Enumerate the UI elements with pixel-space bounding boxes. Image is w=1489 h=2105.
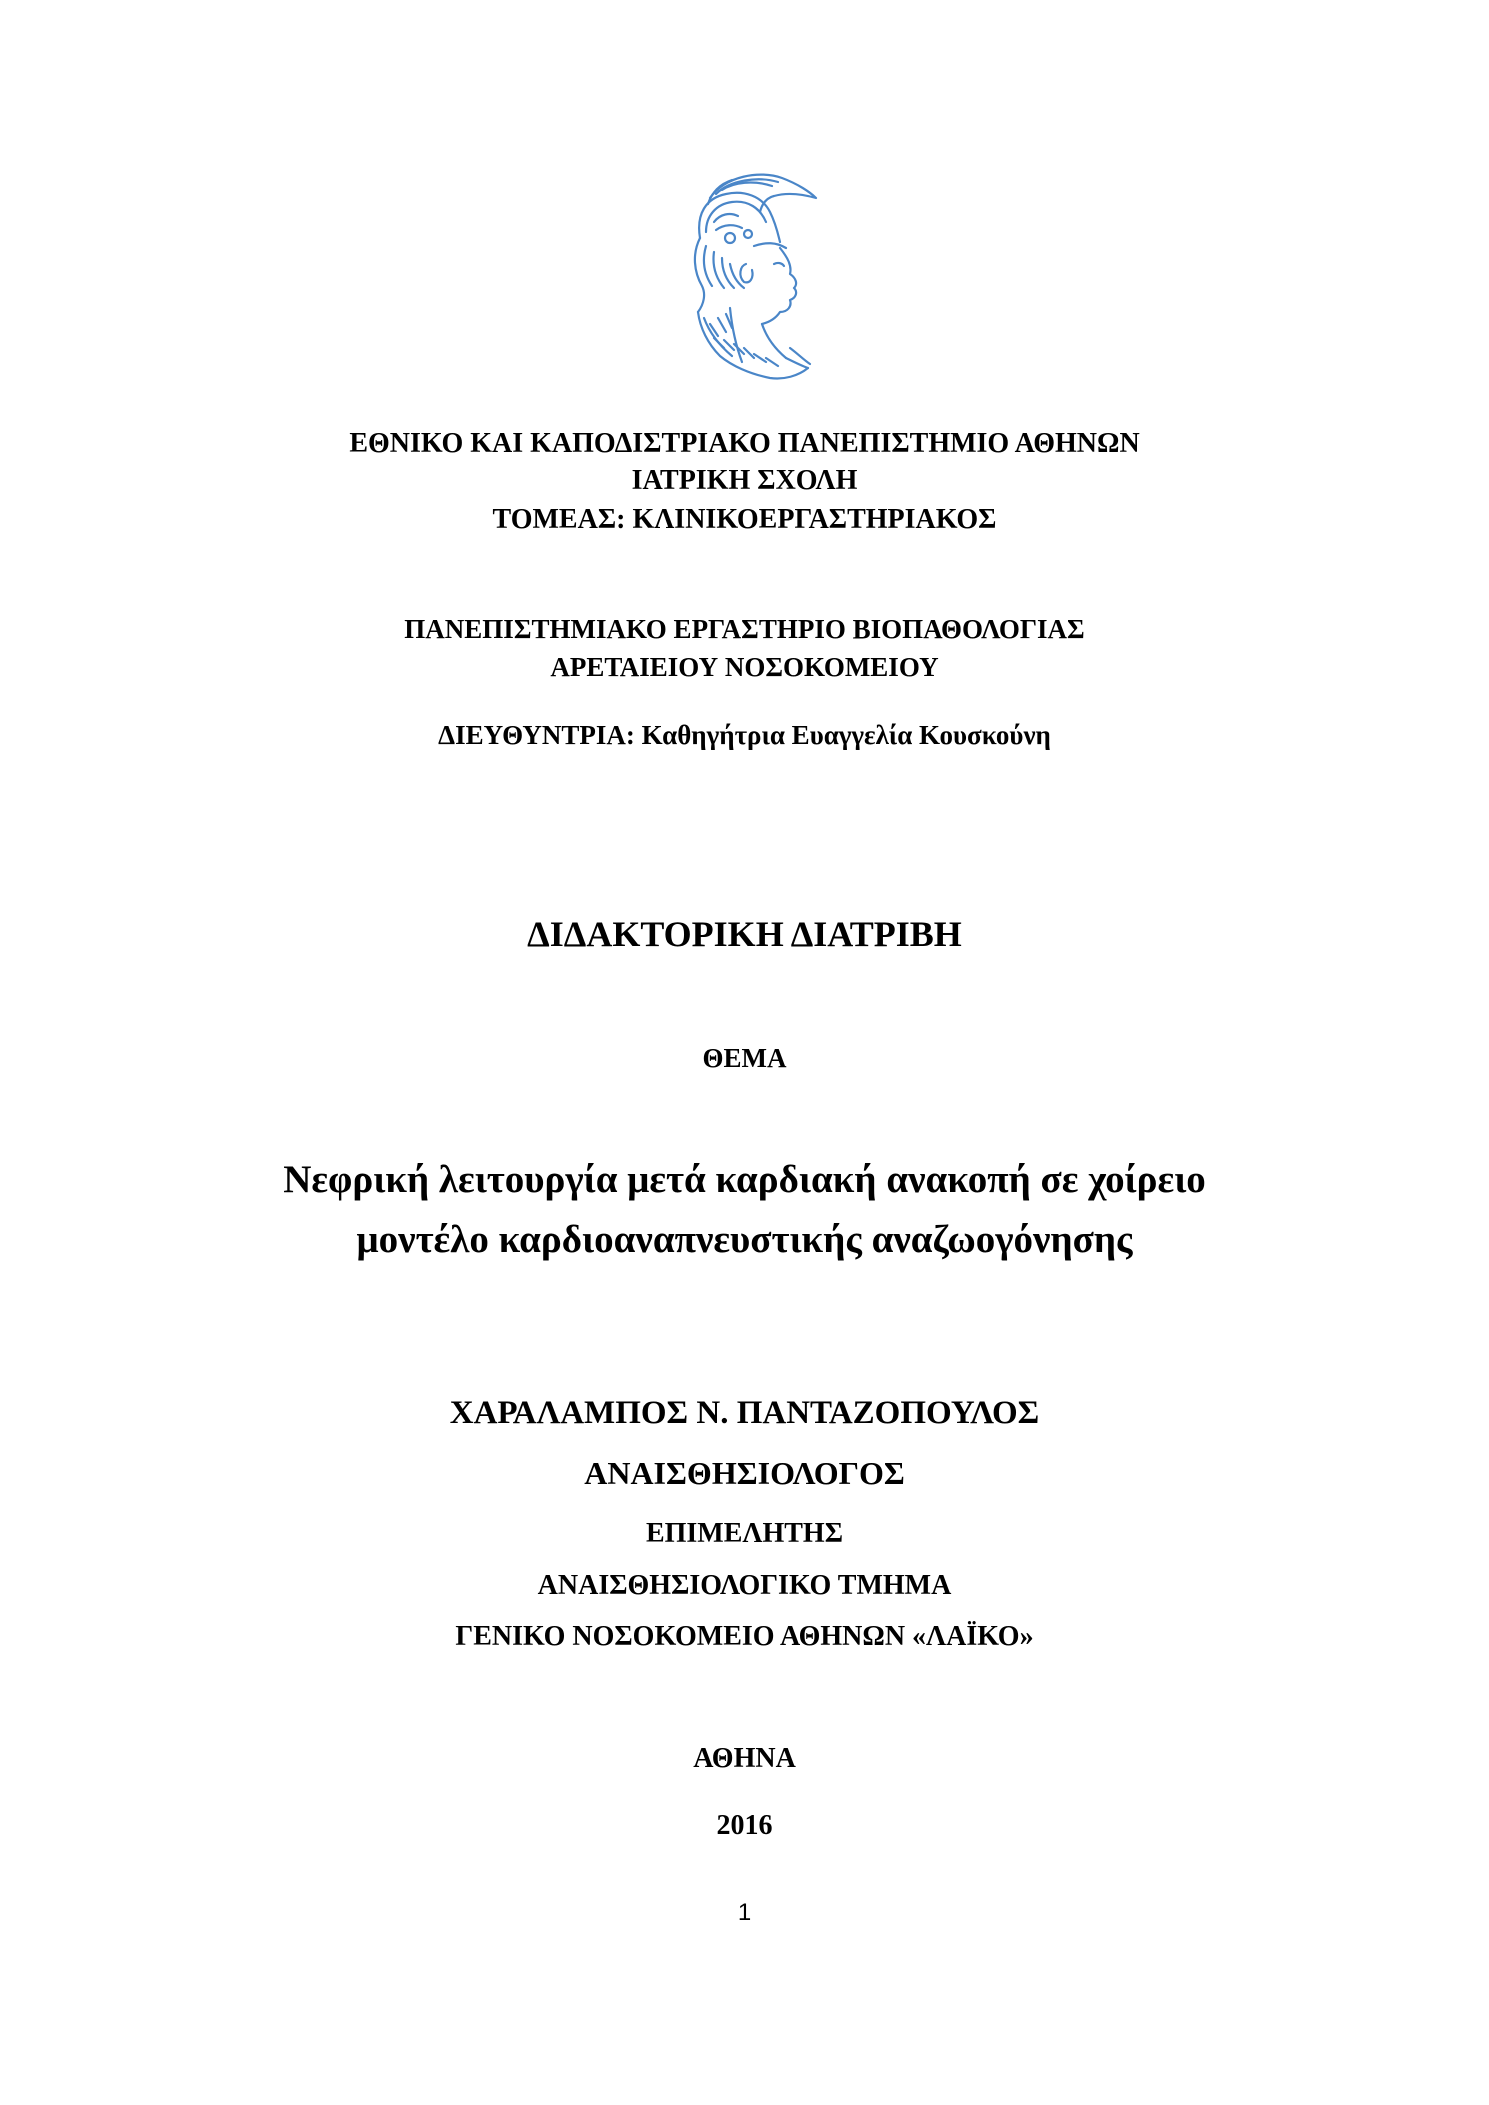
author-unit: ΑΝΑΙΣΘΗΣΙΟΛΟΓΙΚΟ ΤΜΗΜΑ	[537, 1570, 952, 1601]
city: ΑΘΗΝΑ	[693, 1743, 796, 1774]
author-hospital: ΓΕΝΙΚΟ ΝΟΣΟΚΟΜΕΙΟ ΑΘΗΝΩΝ «ΛΑΪΚΟ»	[455, 1621, 1034, 1652]
director-line: ΔΙΕΥΘΥΝΤΡΙΑ: Καθηγήτρια Ευαγγελία Κουσκούνη	[438, 720, 1051, 750]
department-name: ΤΟΜΕΑΣ: ΚΛΙΝΙΚΟΕΡΓΑΣΤΗΡΙΑΚΟΣ	[492, 504, 997, 535]
school-name: ΙΑΤΡΙΚΗ ΣΧΟΛΗ	[631, 465, 858, 496]
page-number: 1	[737, 1899, 752, 1926]
year: 2016	[716, 1810, 773, 1841]
author-position: ΕΠΙΜΕΛΗΤΗΣ	[645, 1518, 844, 1549]
author-specialty: ΑΝΑΙΣΘΗΣΙΟΛΟΓΟΣ	[584, 1455, 905, 1491]
laboratory-name: ΠΑΝΕΠΙΣΤΗΜΙΑΚΟ ΕΡΓΑΣΤΗΡΙΟ ΒΙΟΠΑΘΟΛΟΓΙΑΣ	[404, 614, 1085, 644]
thesis-title-line-1: Νεφρική λειτουργία μετά καρδιακή ανακοπή σε χοίρειο	[283, 1158, 1206, 1201]
hospital-affiliation: ΑΡΕΤΑΙΕΙΟΥ ΝΟΣΟΚΟΜΕΙΟΥ	[550, 652, 939, 682]
university-name: ΕΘΝΙΚΟ ΚΑΙ ΚΑΠΟΔΙΣΤΡΙΑΚΟ ΠΑΝΕΠΙΣΤΗΜΙΟ ΑΘΗΝΩΝ	[349, 428, 1140, 459]
thesis-type: ΔΙΔΑΚΤΟΡΙΚΗ ΔΙΑΤΡΙΒΗ	[527, 914, 962, 954]
subject-label: ΘΕΜΑ	[702, 1043, 787, 1073]
author-name: ΧΑΡΑΛΑΜΠΟΣ Ν. ΠΑΝΤΑΖΟΠΟΥΛΟΣ	[449, 1395, 1040, 1431]
thesis-title-line-2: μοντέλο καρδιοαναπνευστικής αναζωογόνησης	[356, 1218, 1133, 1261]
athena-head-emblem-icon	[670, 168, 822, 386]
